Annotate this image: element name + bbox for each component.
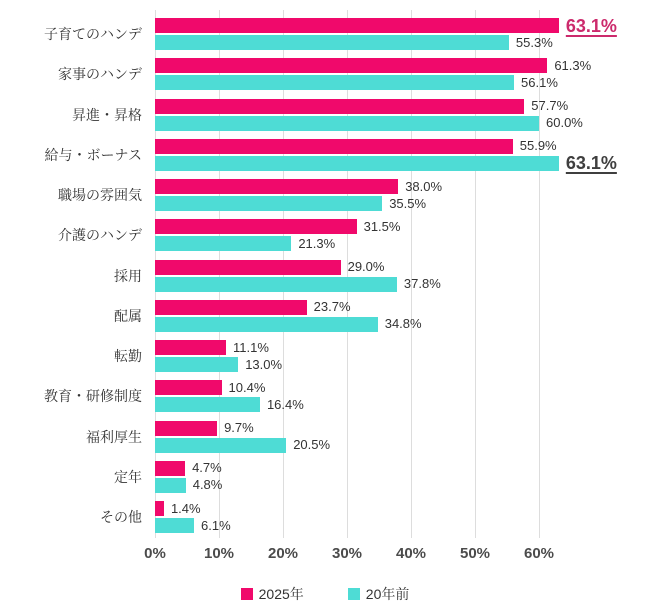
value-label: 1.4% <box>170 500 201 516</box>
plot-area <box>155 10 625 540</box>
value-label: 9.7% <box>224 420 254 435</box>
value-label: 38.0% <box>405 178 443 194</box>
category-label: 福利厚生 <box>86 428 142 445</box>
value-label: 20.5% <box>293 437 331 452</box>
category-label: 介護のハンデ <box>58 227 142 244</box>
legend <box>0 584 650 604</box>
bar-2025 <box>155 260 341 275</box>
category-label: 給与・ボーナス <box>44 146 142 163</box>
bar-20-years-ago <box>155 317 378 332</box>
legend-item <box>348 584 410 604</box>
value-label: 13.0% <box>245 356 283 372</box>
value-label: 11.1% <box>233 339 269 355</box>
bar-2025 <box>155 219 357 234</box>
bar-2025 <box>155 179 398 194</box>
value-label: 6.1% <box>201 517 231 533</box>
bar-20-years-ago <box>155 397 260 412</box>
category-label: その他 <box>100 509 142 525</box>
x-tick-label: 50% <box>459 545 491 562</box>
legend-swatch-icon <box>241 588 253 600</box>
legend-label: 2025年 <box>258 586 304 602</box>
bar-20-years-ago <box>155 156 559 171</box>
x-tick-label: 10% <box>203 545 235 562</box>
value-label: 56.1% <box>521 74 558 90</box>
bar-20-years-ago <box>155 75 514 90</box>
bar-20-years-ago <box>155 478 186 493</box>
category-label: 子育てのハンデ <box>44 26 142 42</box>
bar-2025 <box>155 461 185 476</box>
category-label: 配属 <box>114 307 142 324</box>
value-label: 4.7% <box>192 460 222 476</box>
bar-2025 <box>155 58 547 73</box>
category-label: 職場の雰囲気 <box>58 187 142 203</box>
value-label: 4.8% <box>192 477 223 493</box>
bar-2025 <box>155 501 164 516</box>
x-tick-label: 0% <box>144 545 166 562</box>
category-label: 定年 <box>114 468 142 485</box>
x-tick-label: 60% <box>523 545 555 562</box>
bar-2025 <box>155 380 222 395</box>
bar-20-years-ago <box>155 518 194 533</box>
bar-20-years-ago <box>155 277 397 292</box>
x-tick-label: 30% <box>331 545 363 562</box>
bar-2025 <box>155 139 513 154</box>
x-axis <box>144 545 625 565</box>
value-label: 34.8% <box>384 316 422 332</box>
category-label: 家事のハンデ <box>58 66 142 83</box>
bar-2025 <box>155 421 217 436</box>
value-label: 57.7% <box>531 98 569 113</box>
category-label: 昇進・昇格 <box>72 106 142 123</box>
value-label: 63.1% <box>565 153 617 174</box>
y-axis-labels <box>0 10 148 540</box>
x-tick-label: 20% <box>267 545 299 562</box>
value-label: 60.0% <box>546 115 583 130</box>
value-label: 55.3% <box>515 34 553 50</box>
bar-20-years-ago <box>155 438 286 453</box>
x-tick-label: 40% <box>395 545 427 562</box>
legend-item <box>241 584 304 604</box>
bar-2025 <box>155 340 226 355</box>
value-label: 55.9% <box>519 138 557 154</box>
bar-20-years-ago <box>155 35 509 50</box>
bar-20-years-ago <box>155 357 238 372</box>
bar-2025 <box>155 99 524 114</box>
bar-2025 <box>155 300 307 315</box>
value-label: 31.5% <box>363 218 401 234</box>
category-label: 転勤 <box>114 348 142 364</box>
legend-swatch-icon <box>348 588 360 600</box>
value-label: 16.4% <box>266 396 304 412</box>
category-label: 採用 <box>114 267 142 284</box>
value-label: 21.3% <box>298 235 336 251</box>
legend-label: 20年前 <box>365 586 410 602</box>
value-label: 23.7% <box>313 299 351 315</box>
value-label: 35.5% <box>389 195 427 211</box>
bar-20-years-ago <box>155 196 382 211</box>
value-label: 10.4% <box>228 379 266 395</box>
value-label: 61.3% <box>554 57 592 73</box>
value-label: 37.8% <box>403 276 441 291</box>
category-label: 教育・研修制度 <box>44 388 142 405</box>
value-label: 29.0% <box>347 259 385 274</box>
bar-20-years-ago <box>155 236 291 251</box>
bar-20-years-ago <box>155 116 539 131</box>
value-label: 63.1% <box>565 15 617 36</box>
bar-2025 <box>155 18 559 33</box>
